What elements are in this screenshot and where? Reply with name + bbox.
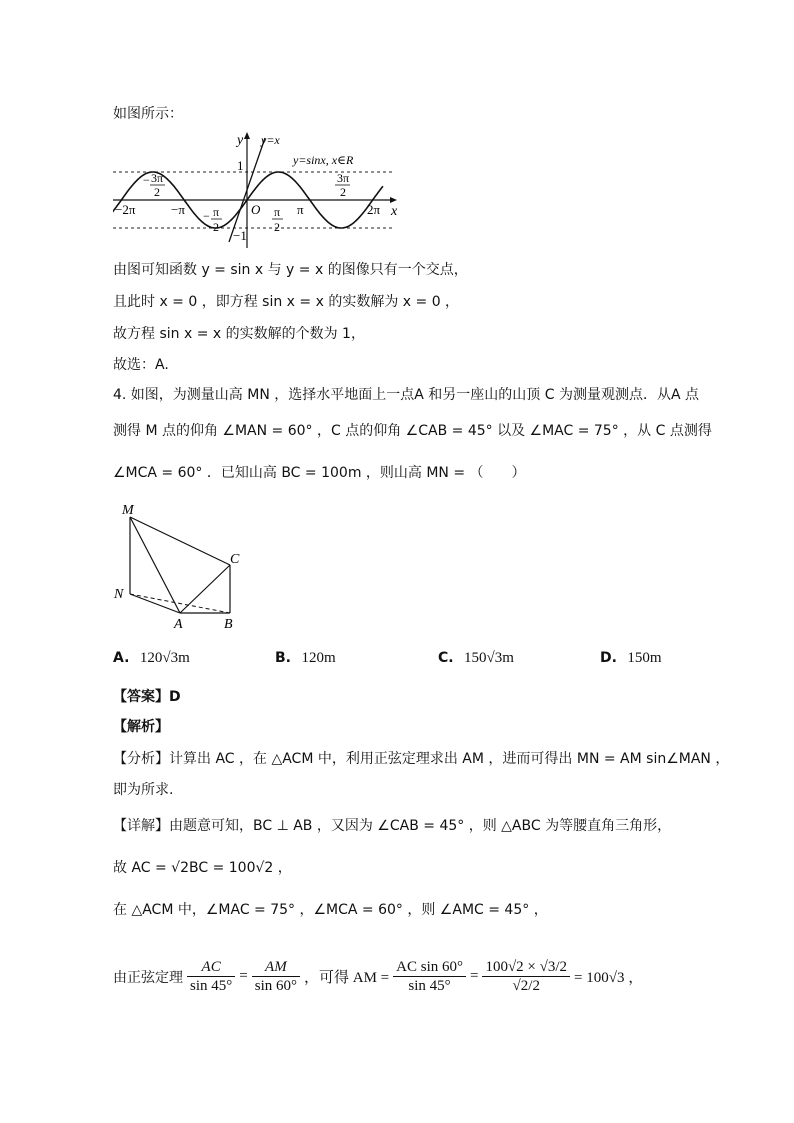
q4-line-3: ∠MCA = 60° ．已知山高 BC = 100m ，则山高 MN = （ ） — [113, 465, 526, 481]
option-a-letter: A. — [113, 650, 130, 666]
mid-text: ，可得 AM = — [304, 970, 390, 986]
answer-label: 【答案】D — [113, 689, 181, 705]
option-c-letter: C. — [438, 650, 454, 666]
ac-line: 故 AC = √2BC = 100√2 ， — [113, 860, 292, 876]
option-d[interactable] — [600, 650, 662, 667]
frac-negpi2-sign: − — [203, 209, 210, 223]
tick-2pi: 2π — [367, 202, 381, 217]
frac-3pi2-num: 3π — [337, 171, 350, 185]
frac-3pi2-den: 2 — [340, 185, 346, 199]
conclusion-line-1: 由图可知函数 y = sin x 与 y = x 的图像只有一个交点， — [113, 262, 468, 278]
option-d-letter: D. — [600, 650, 617, 666]
tick-neg-2pi: −2π — [115, 202, 136, 217]
result-text: = 100√3 ， — [574, 970, 644, 986]
fraction-ac-sin45: $\frac{AC}{\sin 45^\circ}$ — [187, 958, 235, 995]
conclusion-line-4: 故选：A. — [113, 357, 169, 373]
option-c-value: 150√3m — [464, 650, 514, 666]
y-axis-label: y — [237, 133, 244, 148]
point-b: B — [224, 617, 233, 632]
equals-sign: = — [239, 968, 248, 984]
frac-pi2-den: 2 — [274, 220, 280, 234]
sine-rule-line: 由正弦定理 $\frac{AC}{\sin 45^\circ}$ = $\frac{AM}{\sin 60^\circ}$ ，可得 AM = $\frac{\text{AC sin 60°}}{\sin 45^\circ}$ = $\frac{100√2 \times √3/2}{√2/2}$ = 100√3 ， — [113, 959, 644, 994]
detail-line-1: 【详解】由题意可知，BC ⊥ AB ，又因为 ∠CAB = 45° ，则 △ABC 为等腰直角三角形， — [113, 818, 672, 834]
option-b-letter: B. — [275, 650, 291, 666]
fraction-compound: $\frac{100√2 \times √3/2}{√2/2}$ — [482, 958, 570, 995]
sine-rule-prefix: 由正弦定理 — [113, 969, 183, 986]
sine-graph — [113, 130, 403, 248]
analysis-heading: 【解析】 — [113, 719, 169, 735]
fraction-am-sin60: $\frac{AM}{\sin 60^\circ}$ — [252, 958, 300, 995]
option-a[interactable] — [113, 650, 190, 667]
option-d-value: 150m — [627, 650, 662, 666]
x-axis-label: x — [391, 204, 398, 219]
tick-neg-pi: −π — [171, 202, 185, 217]
fraction-acsin60-sin45: $\frac{\text{AC sin 60°}}{\sin 45^\circ}$ — [393, 958, 466, 995]
conclusion-line-3: 故方程 sin x = x 的实数解的个数为 1， — [113, 326, 365, 342]
frac-neg3pi2-sign: − — [143, 173, 150, 187]
label-neg-one: −1 — [233, 228, 247, 243]
tick-pi: π — [297, 202, 304, 217]
triangle-acm-line: 在 △ACM 中，∠MAC = 75° ，∠MCA = 60° ，则 ∠AMC = 45° ， — [113, 902, 548, 918]
frac-neg3pi2-num: 3π — [151, 171, 164, 185]
frac-neg3pi2-den: 2 — [154, 185, 160, 199]
label-one: 1 — [237, 158, 244, 173]
option-b-value: 120m — [301, 650, 336, 666]
option-b[interactable] — [275, 650, 336, 667]
intro-text: 如图所示： — [113, 106, 183, 122]
analysis-summary: 【分析】计算出 AC ，在 △ACM 中，利用正弦定理求出 AM ，进而可得出 MN = AM sin∠MAN ， — [113, 751, 730, 767]
q4-line-2: 测得 M 点的仰角 ∠MAN = 60° ，C 点的仰角 ∠CAB = 45° 以及 ∠MAC = 75° ，从 C 点测得 — [113, 423, 712, 439]
conclusion-line-2: 且此时 x = 0 ，即方程 sin x = x 的实数解为 x = 0 ， — [113, 294, 460, 310]
analysis-summary-end: 即为所求. — [113, 782, 174, 798]
option-a-value: 120√3m — [139, 650, 190, 666]
frac-negpi2-den: 2 — [213, 220, 219, 234]
point-a: A — [174, 617, 183, 632]
point-n: N — [114, 587, 124, 602]
curve-label: y=sinx, x∈R — [293, 153, 354, 167]
frac-pi2-num: π — [274, 205, 281, 219]
origin-label: O — [251, 202, 261, 217]
line-label: y=x — [261, 133, 280, 147]
frac-negpi2-num: π — [213, 205, 220, 219]
point-m: M — [122, 503, 134, 518]
q4-line-1: 4. 如图，为测量山高 MN ，选择水平地面上一点A 和另一座山的山顶 C 为测量观测点．从A 点 — [113, 387, 699, 403]
point-c: C — [230, 552, 240, 567]
option-c[interactable] — [438, 650, 514, 667]
mountain-figure — [112, 497, 252, 632]
